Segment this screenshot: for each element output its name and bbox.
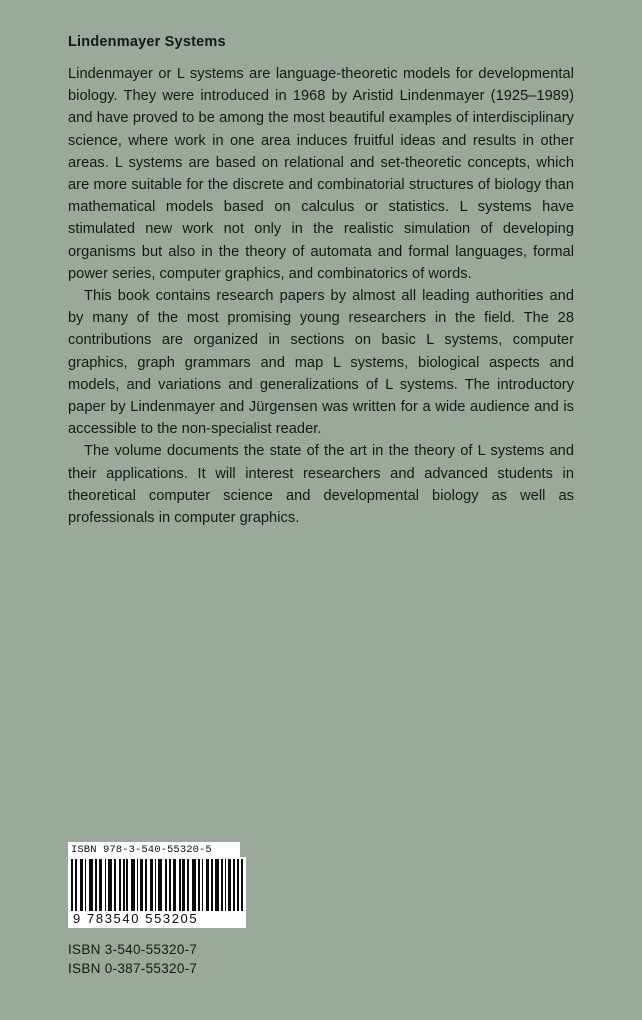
blurb-paragraph-1: Lindenmayer or L systems are language-theoretic models for developmental biology. They were introduced in 1968 by Aristid Lindenmayer (1925–1989) and have proved to be among the most beautiful examples of interdisciplinary science, where work in one area induces fruitful ideas and results in other areas. L systems are based on relational and set-theoretic concepts, which are more suitable for the discrete and combinatorial structures of biology than mathematical models based on calculus or statistics. L systems have stimulated new work not only in the realistic simulation of developing organisms but also in the theory of automata and formal languages, formal power series, computer graphics, and combinatorics of words. xyxy=(68,66,574,282)
blurb-paragraph-2: This book contains research papers by almost all leading authorities and by many of the most promising young researchers in the field. The 28 contributions are organized in sections on basic L systems, computer graphics, graph grammars and map L systems, biological aspects and models, and variations and generalizations of L systems. The introductory paper by Lindenmayer and Jürgensen was written for a wide audience and is accessible to the non-specialist reader. xyxy=(68,288,574,438)
blurb-paragraph-3: The volume documents the state of the art in the theory of L systems and their applications. It will interest researchers and advanced students in theoretical computer science and developmental biology as well as professionals in computer graphics. xyxy=(68,443,574,527)
barcode-isbn-label: ISBN 978-3-540-55320-5 xyxy=(68,842,240,857)
barcode-digits: 9 783540 553205 xyxy=(73,911,199,926)
isbn-line-1: ISBN 3-540-55320-7 xyxy=(68,942,198,957)
isbn-block xyxy=(68,940,197,978)
blurb xyxy=(68,63,574,529)
cover-text-block xyxy=(68,34,574,529)
barcode-bars xyxy=(71,859,243,911)
barcode-block xyxy=(68,842,246,928)
isbn-line-2: ISBN 0-387-55320-7 xyxy=(68,961,198,976)
page-title: Lindenmayer Systems xyxy=(68,34,226,50)
barcode-image xyxy=(68,857,246,928)
